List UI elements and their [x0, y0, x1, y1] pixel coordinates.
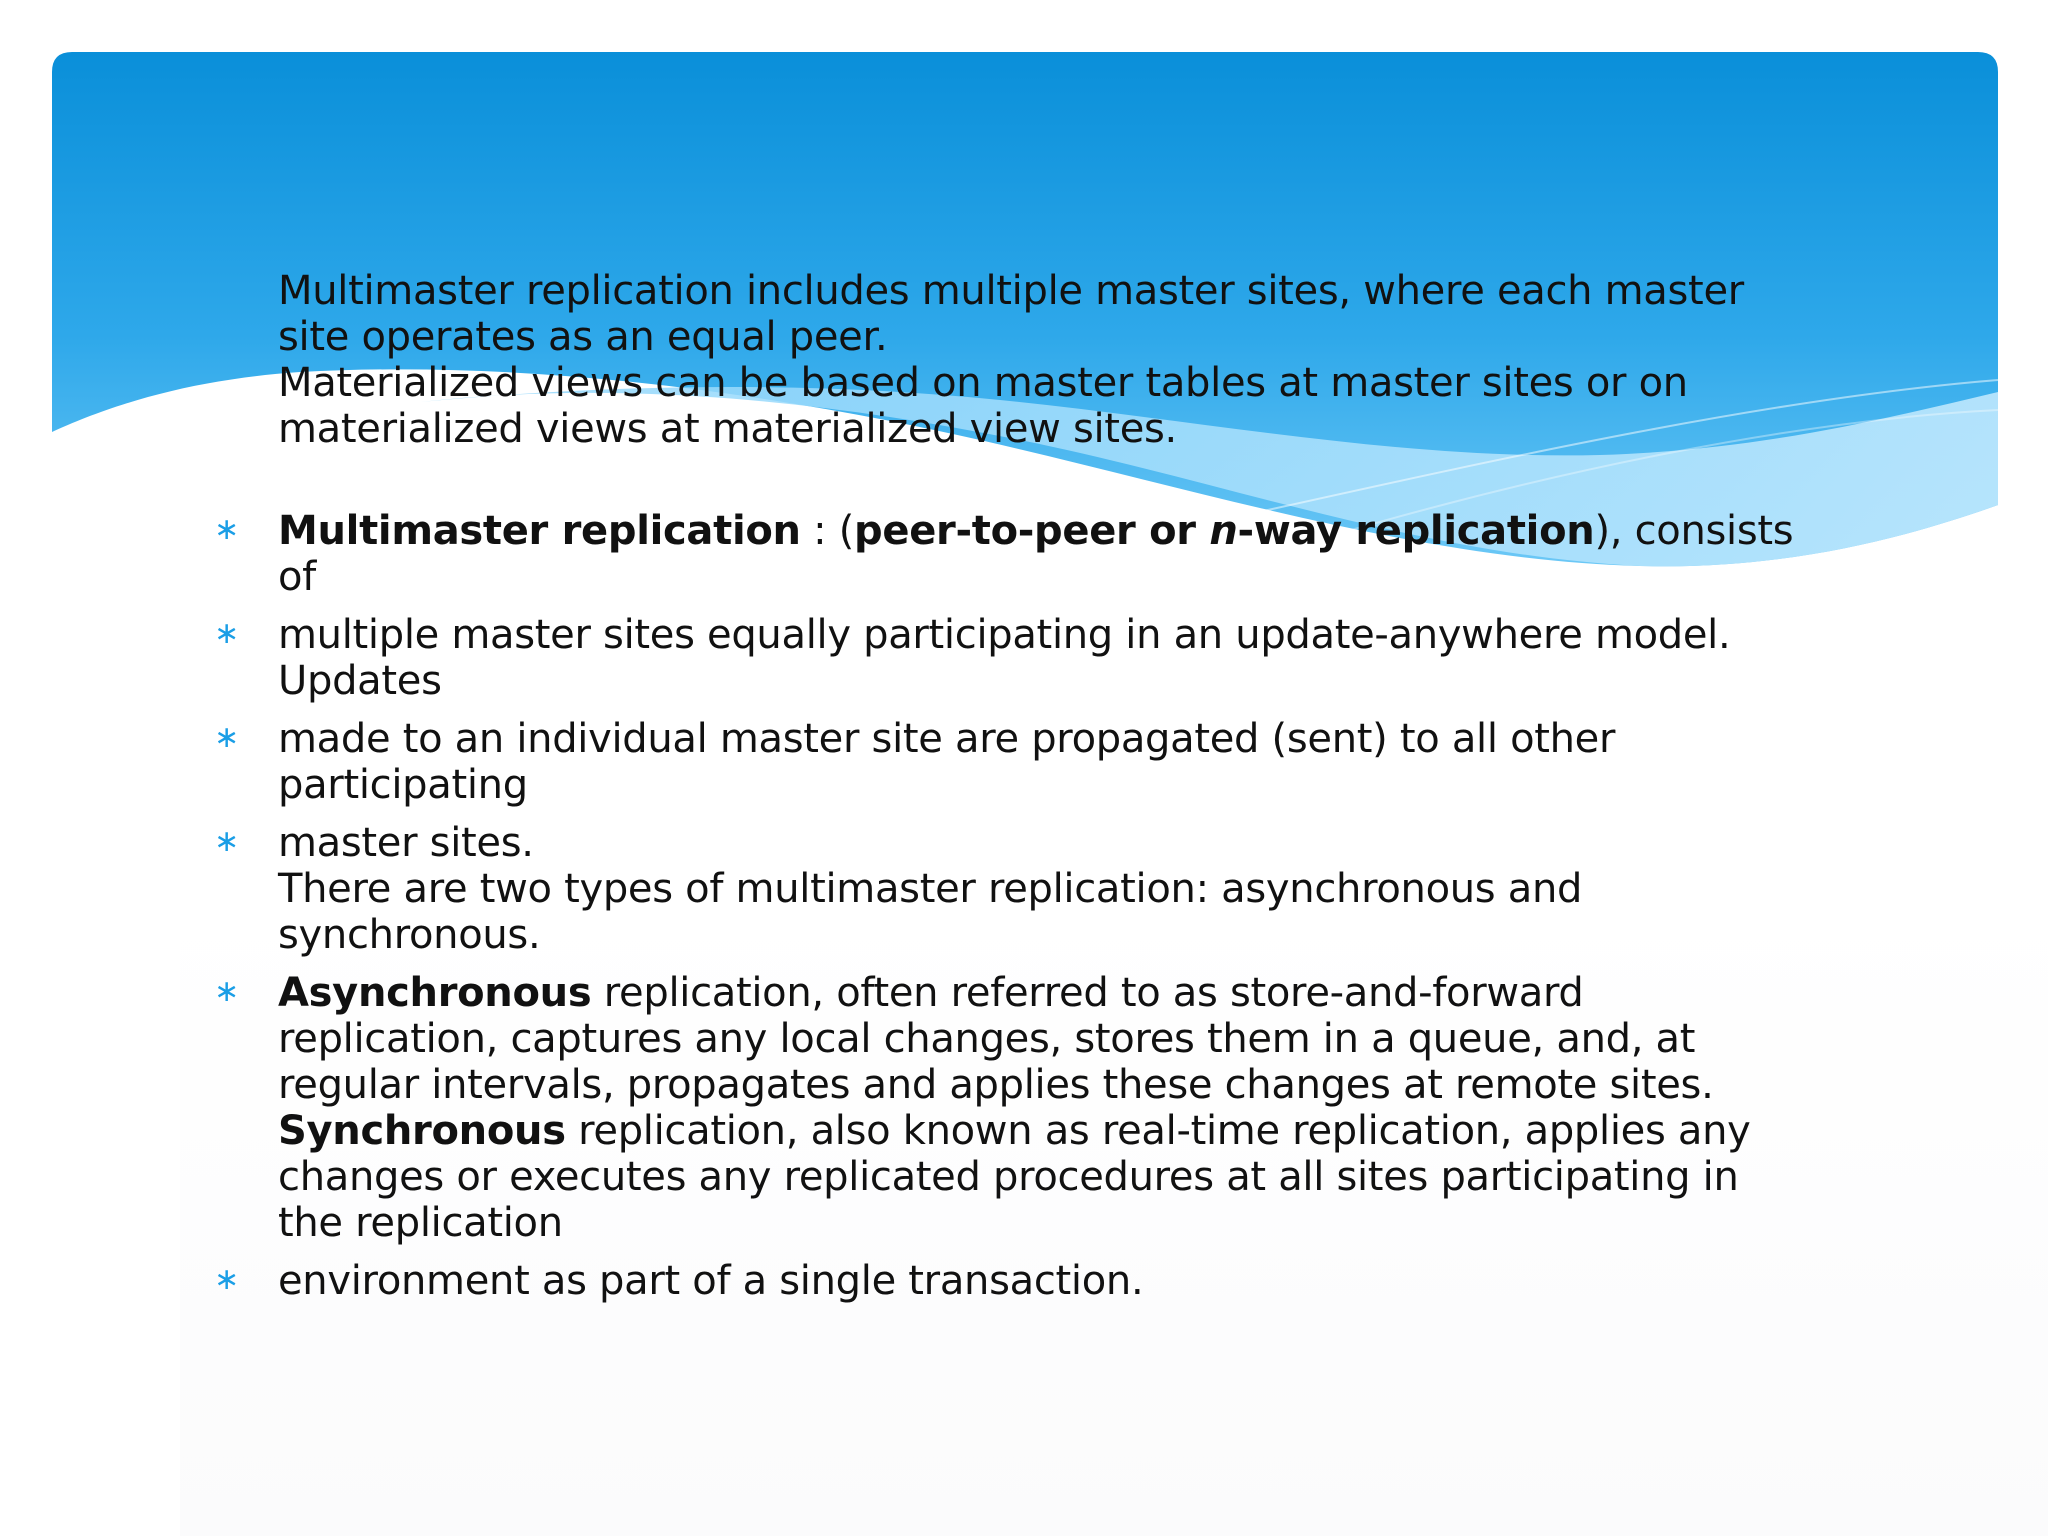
- bullet-text: : (: [800, 508, 855, 554]
- bullet-line: There are two types of multimaster replication: asynchronous and: [278, 866, 1583, 912]
- asterisk-bullet-icon: ∗: [214, 824, 239, 859]
- bullet-text: ), consists of: [278, 508, 1794, 600]
- bullet-line: environment as part of a single transaction.: [278, 1258, 1144, 1304]
- bullet-line: [278, 1108, 1830, 1154]
- asterisk-bullet-icon: ∗: [214, 720, 239, 755]
- asterisk-bullet-icon: ∗: [214, 1262, 239, 1297]
- bullet-line: made to an individual master site are propagated (sent) to all other: [278, 716, 1616, 762]
- bullet-item: [210, 508, 1830, 600]
- bullet-text: replication, often referred to as store-and-forward: [591, 970, 1584, 1016]
- asterisk-bullet-icon: ∗: [214, 616, 239, 651]
- bullet-item: [210, 970, 1830, 1246]
- intro-line: Materialized views can be based on master tables at master sites or on: [278, 360, 1688, 406]
- bold-term: Asynchronous: [278, 970, 592, 1016]
- bullet-line: synchronous.: [278, 912, 541, 958]
- bullet-line: participating: [278, 762, 528, 808]
- bullet-line: changes or executes any replicated procedures at all sites participating in: [278, 1154, 1739, 1200]
- bold-term: Multimaster replication: [278, 508, 801, 554]
- bullet-item: [210, 1258, 1830, 1304]
- intro-line: materialized views at materialized view sites.: [278, 406, 1177, 452]
- bullet-line: Updates: [278, 658, 442, 704]
- asterisk-bullet-icon: ∗: [214, 512, 239, 547]
- bold-term: [854, 508, 1594, 554]
- bullet-line: replication, captures any local changes, stores them in a queue, and, at: [278, 1016, 1696, 1062]
- bullet-line: [278, 508, 1830, 600]
- bold-text: peer-to-peer or: [854, 508, 1210, 554]
- bold-term: Synchronous: [278, 1108, 566, 1154]
- bullet-item: [210, 716, 1830, 808]
- slide-body: [210, 268, 1830, 1304]
- bullet-line: [278, 970, 1830, 1016]
- intro-line: Multimaster replication includes multiple master sites, where each master: [278, 268, 1744, 314]
- bullet-line: regular intervals, propagates and applies these changes at remote sites.: [278, 1062, 1714, 1108]
- bullet-line: the replication: [278, 1200, 563, 1246]
- bullet-text: replication, also known as real-time replication, applies any: [565, 1108, 1751, 1154]
- asterisk-bullet-icon: ∗: [214, 974, 239, 1009]
- bullet-item: [210, 612, 1830, 704]
- italic-text: n: [1209, 508, 1238, 554]
- bullet-line: master sites.: [278, 820, 534, 866]
- bullet-line: multiple master sites equally participating in an update-anywhere model.: [278, 612, 1731, 658]
- bullet-item: [210, 820, 1830, 958]
- intro-paragraph: [210, 268, 1830, 452]
- bold-text: -way replication: [1237, 508, 1595, 554]
- intro-line: site operates as an equal peer.: [278, 314, 888, 360]
